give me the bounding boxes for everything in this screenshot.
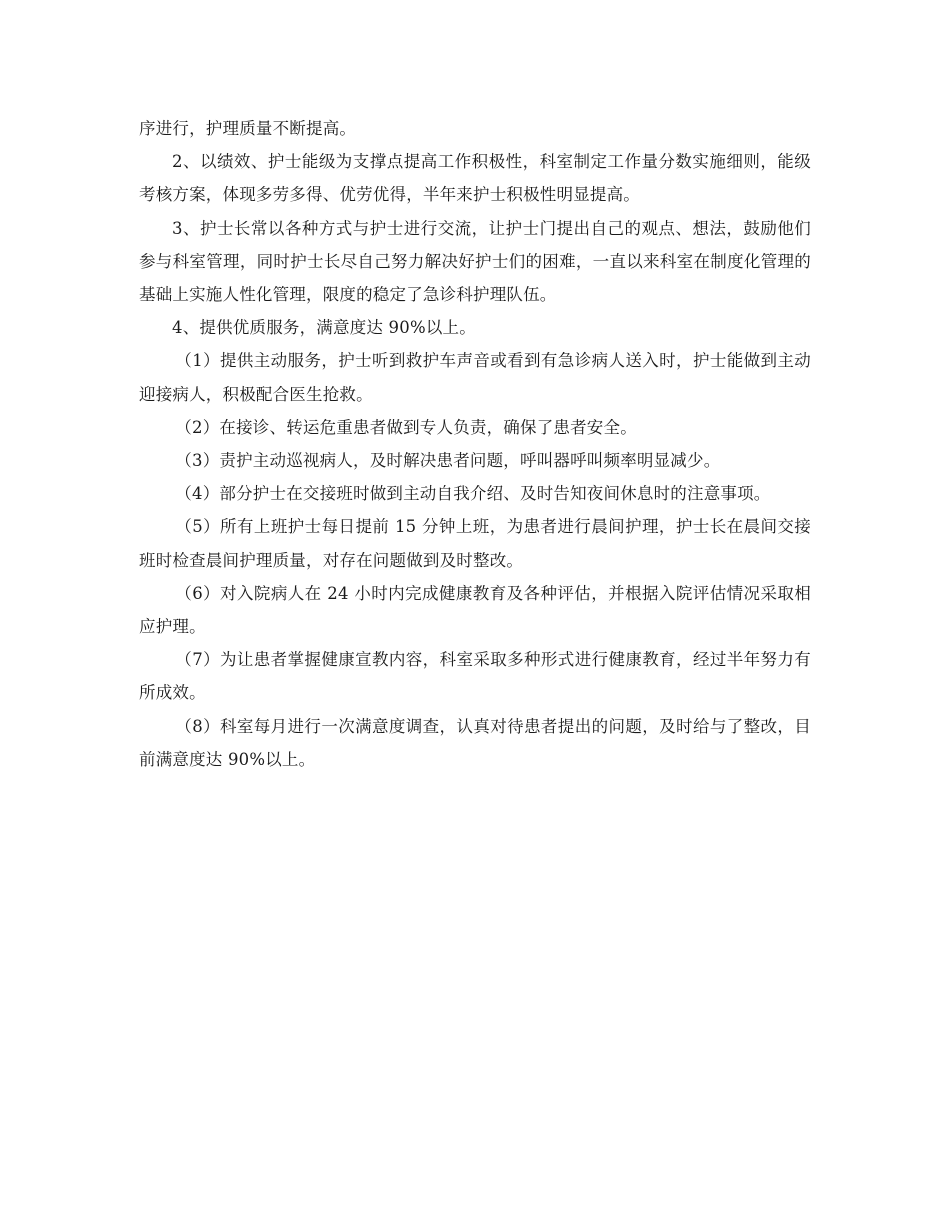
sub-item-5: （5）所有上班护士每日提前 15 分钟上班，为患者进行晨间护理，护士长在晨间交接班时检查晨间护理质量，对存在问题做到及时整改。	[139, 517, 811, 570]
sub-item-7: （7）为让患者掌握健康宣教内容，科室采取多种形式进行健康教育，经过半年努力有所成效。	[139, 650, 811, 703]
paragraph-item-3: 3、护士长常以各种方式与护士进行交流，让护士门提出自己的观点、想法，鼓励他们参与科室管理，同时护士长尽自己努力解决好护士们的困难，一直以来科室在制度化管理的基础上实施人性化管理，限度的稳定了急诊科护理队伍。	[139, 218, 811, 305]
document-body	[139, 112, 811, 776]
paragraph-continuation: 序进行，护理质量不断提高。	[139, 119, 357, 138]
sub-item-4: （4）部分护士在交接班时做到主动自我介绍、及时告知夜间休息时的注意事项。	[175, 484, 771, 504]
paragraph-item-4: 4、提供优质服务，满意度达 90%以上。	[172, 318, 476, 338]
sub-item-3: （3）责护主动巡视病人，及时解决患者问题，呼叫器呼叫频率明显减少。	[175, 451, 721, 471]
sub-item-1: （1）提供主动服务，护士听到救护车声音或看到有急诊病人送入时，护士能做到主动迎接病人，积极配合医生抢救。	[139, 351, 811, 404]
paragraph-item-2: 2、以绩效、护士能级为支撑点提高工作积极性，科室制定工作量分数实施细则，能级考核方案，体现多劳多得、优劳优得，半年来护士积极性明显提高。	[139, 152, 811, 205]
sub-item-8: （8）科室每月进行一次满意度调查，认真对待患者提出的问题，及时给与了整改，目前满意度达 90%以上。	[139, 716, 811, 769]
sub-item-2: （2）在接诊、转运危重患者做到专人负责，确保了患者安全。	[175, 417, 637, 437]
sub-item-6: （6）对入院病人在 24 小时内完成健康教育及各种评估，并根据入院评估情况采取相应护理。	[139, 583, 811, 637]
